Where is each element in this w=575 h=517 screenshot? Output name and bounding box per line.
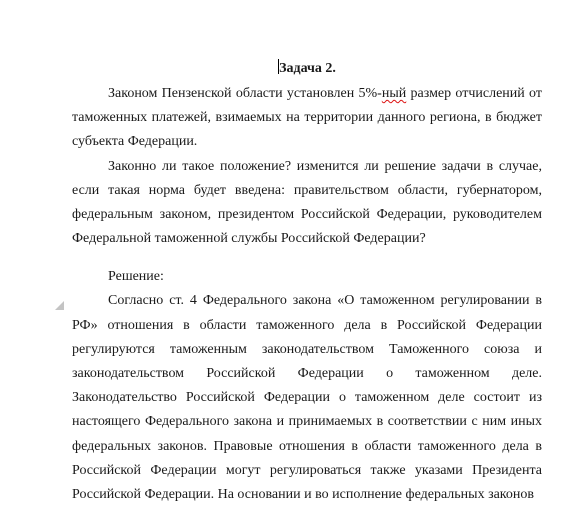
task-paragraph-2: Законно ли такое положение? изменится ли решение задачи в случае, если такая норма будет введена: правительством области, губернатором, федеральным законом, президентом Российской Федерации, руководителем Федеральной таможенной службы Российской Федерации? (72, 158, 542, 247)
document-body[interactable] (72, 55, 542, 507)
solution-label: Решение: (108, 269, 164, 285)
solution-paragraph: Согласно ст. 4 Федерального закона «О таможенном регулировании в РФ» отношения в области таможенного дела в Российской Федерации регулируются таможенным законодательством Таможенного союза и законодательством Российской Федерации о таможенном деле. Законодательство Российской Федерации о таможенном деле состоит из настоящего Федерального закона и принимаемых в соответствии с ним иных федеральных законов. Правовые отношения в области таможенного дела в Российской Федерации могут регулироваться также указами Президента Российской Федерации. На основании и во исполнение федеральных законов (72, 293, 542, 503)
task-paragraph-1 (72, 82, 542, 155)
task-paragraph-1-end: размер отчислений от таможенных платежей, взимаемых на территории данного региона, в бюджет субъекта Федерации. (72, 86, 542, 150)
blank-line (72, 251, 542, 265)
spellcheck-flagged-word[interactable]: ный (381, 86, 407, 101)
task-paragraph-1-start: Законом Пензенской области установлен 5%- (108, 86, 382, 101)
task-title (72, 55, 542, 82)
paragraph-marker-icon (55, 301, 64, 310)
task-title-text: Задача 2. (279, 61, 336, 76)
